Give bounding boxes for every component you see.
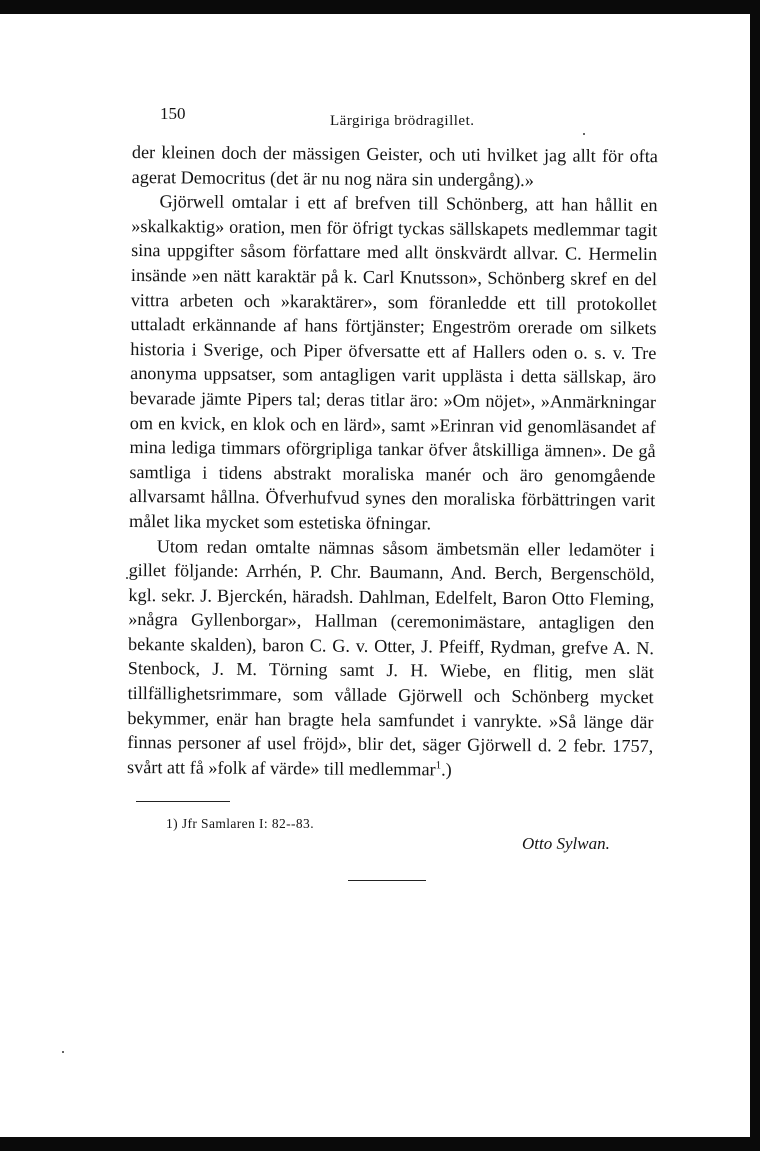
footnote: 1) Jfr Samlaren I: 82--83. [166,816,314,832]
author-signature: Otto Sylwan. [522,834,610,854]
scan-speck [62,1051,64,1053]
paragraph-3 [127,533,655,783]
body-text [127,140,658,784]
paragraph-3-text: Utom redan omtalte nämnas såsom ämbetsmän eller ledamöter i gillet följande: Arrhén, P. Chr. Baumann, And. Berch, Bergenschöld, kgl. sekr. J. Bjerckén, häradsh. Dahlman, Edelfelt, Baron Otto Fleming, »några Gyllenborgar», Hallman (ceremonimästare, antagligen den bekante skalden), baron C. G. v. Otter, J. Pfeiff, Rydman, grefve A. N. Stenbock, J. M. Törning samt J. H. Wiebe, en flitig, men slät tillfällighetsrimmare, som vållade Gjörwell och Schönberg mycket bekymmer, enär han bragte hela samfundet i vanrykte. »Så länge där finnas personer af usel fröjd», blir det, säger Gjörwell d. 2 febr. 1757, svårt att få »folk af värde» till medlemmar [126,535,655,780]
end-divider [348,880,426,881]
paragraph-1: der kleinen doch der mässigen Geister, och uti hvilket jag allt för ofta agerat Democritus (det är nu nog nära sin undergång).» [131,141,658,190]
page-header [132,102,658,132]
page-number: 150 [160,104,186,123]
running-title: Lärgiriga brödragillet. [330,113,475,129]
scan-edge-bottom [0,1137,760,1151]
scan-edge-right [750,0,760,1151]
footnote-marker: 1 [435,759,442,772]
paragraph-3-closing: .) [441,759,452,780]
scan-edge-top [0,0,760,14]
paragraph-2: Gjörwell omtalar i ett af brefven till Schönberg, att han hållit en »skalkaktig» oration, men för öfrigt tyckas sällskapets medlemmar tagit sina uppgifter såsom författare med allt önskvärdt allvar. C. Hermelin insände »en nätt karaktär på k. Carl Knutsson», Schönberg skref en del vittra arbeten och »karaktärer», som föranledde ett till protokollet uttaladt erkännande af hans förtjänster; Engeström orerade om silkets historia i Sverige, och Piper öfversatte ett af Hallers oden o. s. v. Tre anonyma uppsatser, som antagligen varit upplästa i detta sällskap, äro bevarade jämte Pipers tal; deras titlar äro: »Om nöjet», »Anmärkningar om en kvick, en klok och en lärd», samt »Erinran vid genomläsandet af mina lediga timmars oförgripliga tankar öfver åtskilliga ämnen». De gå samtliga i tidens abstrakt moraliska manér och äro genomgående allvarsamt hållna. Öfverhufvud synes den moraliska förbättringen varit målet lika mycket som estetiska öfningar. [128,191,658,534]
footnote-divider [136,801,230,802]
book-page [126,102,658,881]
